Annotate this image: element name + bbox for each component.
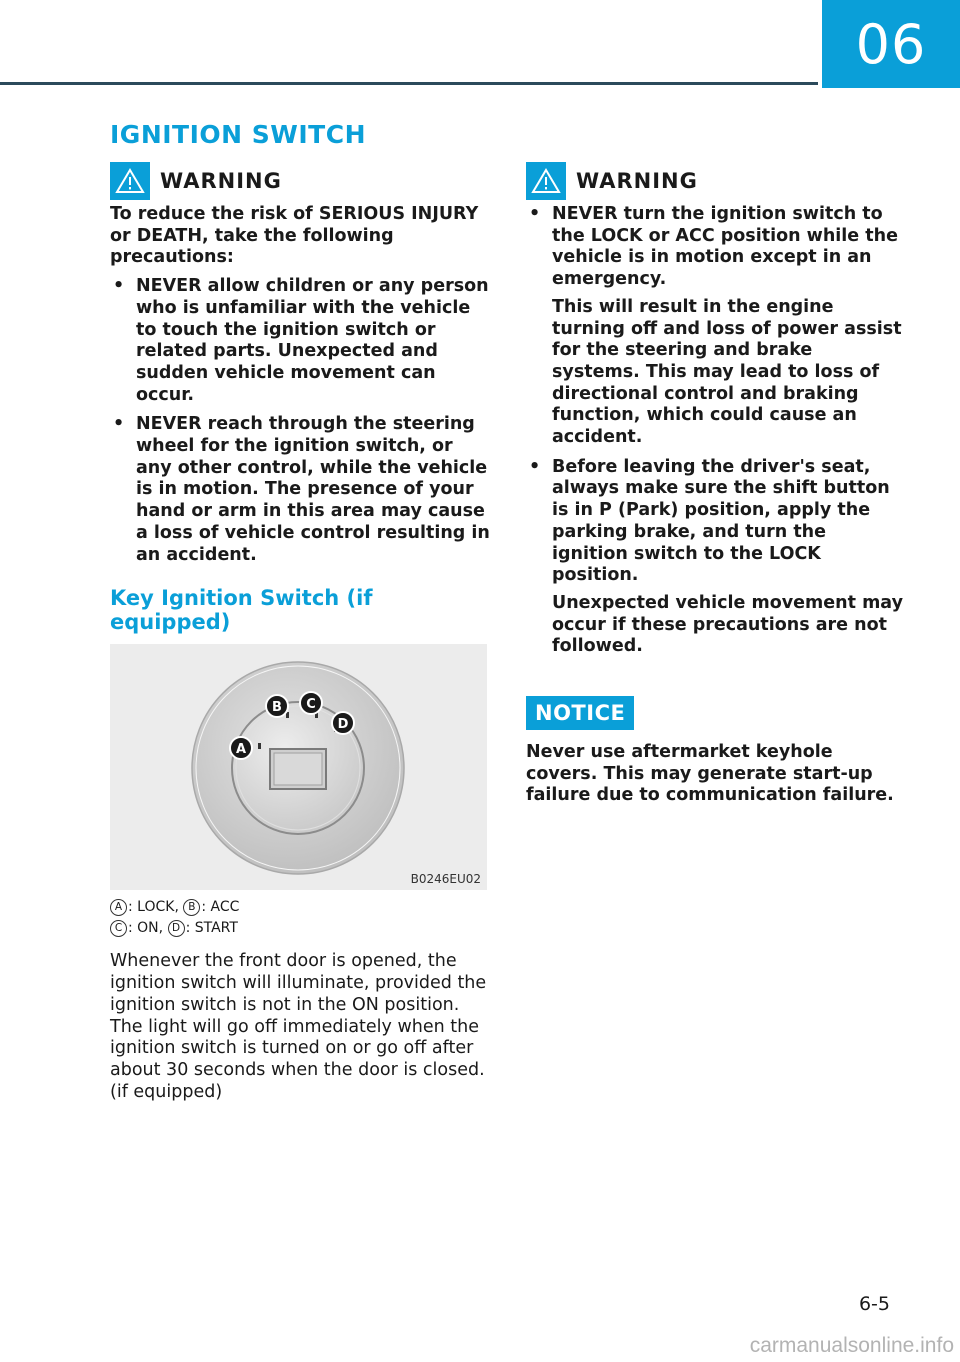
- marker-c: [300, 692, 322, 714]
- warning-label: WARNING: [160, 169, 282, 193]
- list-item: • NEVER reach through the steering wheel for the ignition switch, or any other control, while the vehicle is in motion. The presence of your hand or arm in this area may cause a loss of vehicle control resulting in an accident.: [110, 414, 490, 566]
- body-paragraph: Whenever the front door is opened, the ignition switch will illuminate, provided the ignition switch is not in the ON position. The light will go off immediately when the ignition switch is turned on or go off after about 30 seconds when the door is closed. (if equipped): [110, 951, 487, 1103]
- letter-badge: C: [110, 920, 127, 937]
- svg-text:A: A: [235, 742, 247, 758]
- warning-intro: To reduce the risk of SERIOUS INJURY or DEATH, take the following precautions:: [110, 204, 479, 268]
- warning-header: [526, 162, 906, 200]
- watermark: carmanualsonline.info: [749, 1334, 954, 1357]
- warning-list: [526, 204, 906, 658]
- right-column: [526, 162, 906, 825]
- marker-a: [230, 737, 252, 759]
- chapter-number: 06: [855, 12, 927, 76]
- letter-badge: D: [168, 920, 185, 937]
- list-item: • NEVER allow children or any person who is unfamiliar with the vehicle to touch the ignition switch or related parts. Unexpected and sudden vehicle movement can occur.: [110, 276, 490, 406]
- warning-header: [110, 162, 490, 200]
- left-column: [110, 162, 490, 1121]
- marker-b: [266, 695, 288, 717]
- warning-triangle-icon: [526, 162, 566, 200]
- caption-line-1: A : LOCK, B : ACC: [110, 897, 490, 918]
- svg-text:B: B: [272, 700, 282, 716]
- letter-badge: A: [110, 899, 127, 916]
- warning-list: [110, 276, 490, 566]
- section-title: IGNITION SWITCH: [110, 120, 366, 149]
- letter-badge: B: [183, 899, 200, 916]
- caption-line-2: C : ON, D : START: [110, 918, 490, 939]
- notice-text: Never use aftermarket keyhole covers. This may generate start-up failure due to communication failure.: [526, 742, 894, 806]
- ignition-switch-illustration: [110, 644, 487, 890]
- list-item: • NEVER turn the ignition switch to the LOCK or ACC position while the vehicle is in motion except in an emergency. This will result in the engine turning off and loss of power assist for the steering and brake systems. This may lead to loss of directional control and braking function, which could cause an accident.: [526, 204, 906, 449]
- svg-text:C: C: [306, 697, 316, 713]
- list-item: • Before leaving the driver's seat, always make sure the shift button is in P (Park) position, apply the parking brake, and turn the ignition switch to the LOCK position. Unexpected vehicle movement may occur if these precautions are not followed.: [526, 457, 906, 658]
- warning-label: WARNING: [576, 169, 698, 193]
- notice-label: NOTICE: [526, 696, 634, 730]
- figure-caption: [110, 897, 490, 939]
- page-number: 6-5: [858, 1293, 890, 1315]
- warning-triangle-icon: [110, 162, 150, 200]
- svg-text:D: D: [337, 717, 349, 733]
- subheading: Key Ignition Switch (if equipped): [110, 586, 373, 635]
- figure-code: B0246EU02: [410, 872, 481, 887]
- ignition-switch-figure: [110, 644, 487, 890]
- marker-d: [332, 712, 354, 734]
- header-rule: [0, 82, 818, 85]
- chapter-tab: [822, 0, 960, 88]
